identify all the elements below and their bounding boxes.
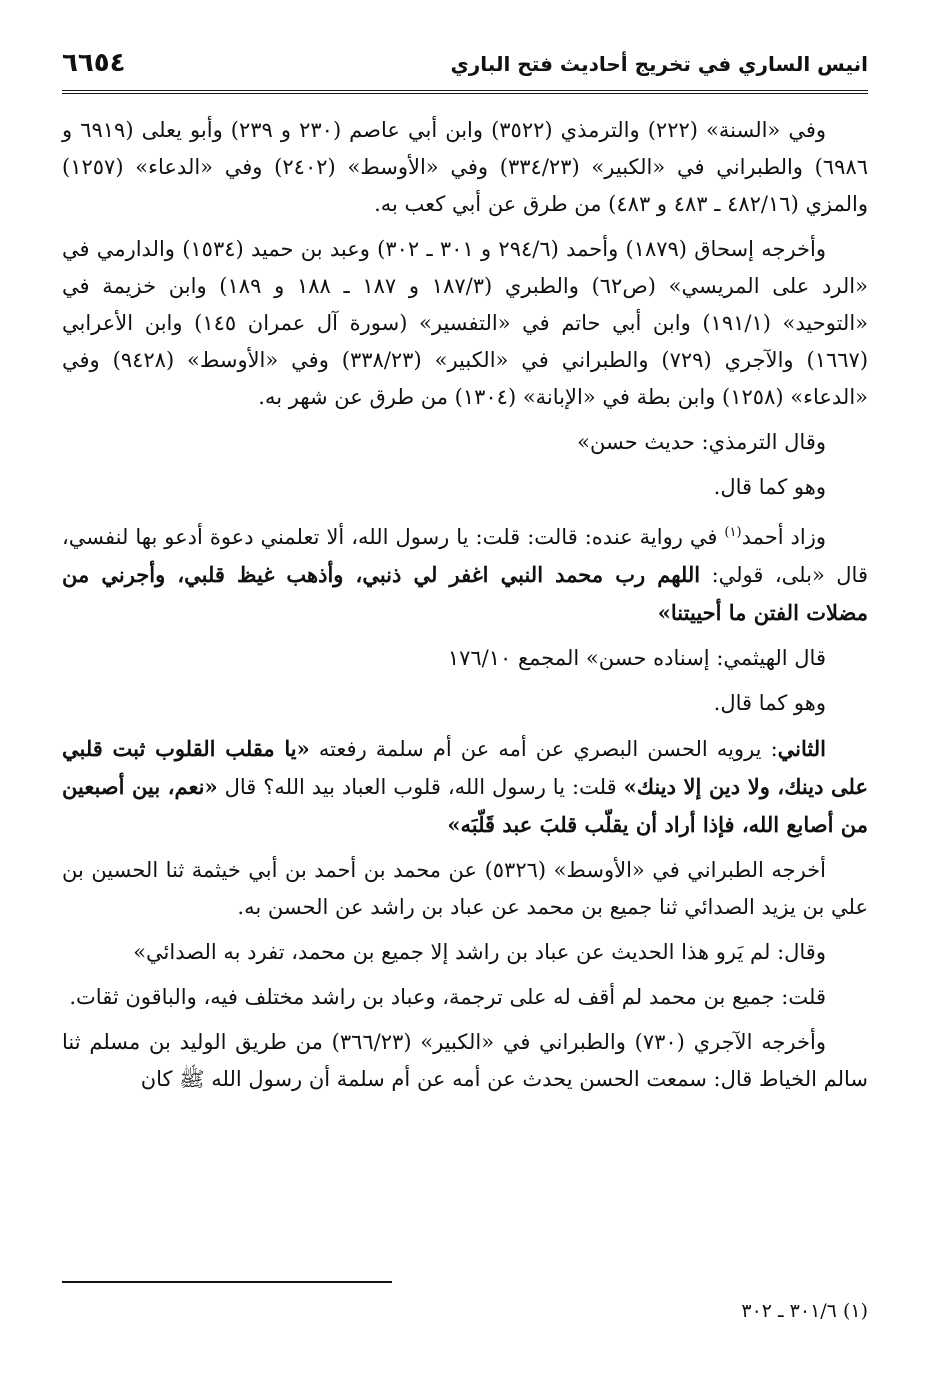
paragraph xyxy=(62,685,868,722)
footnote-text: ٣٠١/٦ ـ ٣٠٢ xyxy=(741,1300,837,1322)
paragraph xyxy=(62,979,868,1016)
footnote-divider xyxy=(62,1281,392,1283)
paragraph-text: وأخرجه الآجري (٧٣٠) والطبراني في «الكبير» (٣٦٦/٢٣) من طريق الوليد بن مسلم ثنا سالم الخياط قال: سمعت الحسن يحدث عن أمه عن أم سلمة أن رسول الله ﷺ كان xyxy=(62,1030,868,1091)
paragraph xyxy=(62,424,868,461)
page-body xyxy=(62,112,868,1098)
book-page xyxy=(62,48,869,1322)
section-lead: الثاني xyxy=(777,736,826,761)
paragraph xyxy=(62,640,868,677)
page-header xyxy=(62,48,868,94)
paragraph xyxy=(62,514,868,632)
paragraph xyxy=(62,469,868,506)
paragraph xyxy=(62,1024,868,1098)
paragraph-text: قلت: جميع بن محمد لم أقف له على ترجمة، وعباد بن راشد مختلف فيه، والباقون ثقات. xyxy=(69,985,826,1009)
paragraph-text: وهو كما قال. xyxy=(713,475,826,499)
paragraph-text: في رواية عنده: قالت: قلت: يا رسول الله، ألا تعلمني دعوة أدعو بها لنفسي، قال «بلى، قولي: xyxy=(62,525,868,587)
paragraph-text: وفي «السنة» (٢٢٢) والترمذي (٣٥٢٢) وابن أبي عاصم (٢٣٠ و ٢٣٩) وأبو يعلى (٦٩١٩ و ٦٩٨٦) والطبراني في «الكبير» (٣٣٤/٢٣) وفي «الأوسط» (٢٤٠٢) وفي «الدعاء» (١٢٥٧) والمزي (٤٨٢/١٦ ـ ٤٨٣ و ٤٨٣) من طرق عن أبي كعب به. xyxy=(62,118,869,216)
paragraph xyxy=(62,934,868,971)
page-number: ٦٦٥٤ xyxy=(62,48,126,78)
hadith-text: «نعم، بين أصبعين من أصابع الله، فإذا أراد أن يقلّب قلبَ عبد قَلّبَه» xyxy=(62,774,868,837)
paragraph-text: أخرجه الطبراني في «الأوسط» (٥٣٢٦) عن محمد بن أحمد بن أبي خيثمة ثنا الحسين بن علي بن يزيد الصدائي ثنا جميع بن محمد عن عباد بن راشد عن الحسن به. xyxy=(62,858,868,919)
paragraph-text: قال الهيثمي: إسناده حسن» المجمع ١٧٦/١٠ xyxy=(447,646,826,670)
paragraph xyxy=(62,730,868,844)
paragraph-text: وأخرجه إسحاق (١٨٧٩) وأحمد (٢٩٤/٦ و ٣٠١ ـ ٣٠٢) وعبد بن حميد (١٥٣٤) والدارمي في «الرد على المريسي» (ص٦٢) والطبري (١٨٧/٣ و ١٨٧ ـ ١٨٨ و ١٨٩) وابن خزيمة في «التوحيد» (١٩١/١) وابن أبي حاتم في «التفسير» (سورة آل عمران ١٤٥) وابن الأعرابي (١٦٦٧) والآجري (٧٢٩) والطبراني في «الكبير» (٣٣٨/٢٣) وفي «الأوسط» (٩٤٢٨) وفي «الدعاء» (١٢٥٨) وابن بطة في «الإبانة» (١٣٠٤) من طرق عن شهر به. xyxy=(62,237,869,409)
hadith-text: اللهم رب محمد النبي اغفر لي ذنبي، وأذهب غيظ قلبي، وأجرني من مضلات الفتن ما أحييتنا» xyxy=(62,562,868,625)
paragraph xyxy=(62,112,868,223)
paragraph xyxy=(62,852,868,926)
hadith-text: «يا مقلب القلوب ثبت قلبي على دينك، ولا دين إلا دينك» xyxy=(62,736,868,799)
paragraph-text: وقال: لم يَرو هذا الحديث عن عباد بن راشد إلا جميع بن محمد، تفرد به الصدائي» xyxy=(133,940,826,964)
footnote-marker: (١) xyxy=(842,1300,868,1322)
footnote-reference[interactable]: (١) xyxy=(724,525,742,540)
footnote xyxy=(741,1300,868,1322)
paragraph-text: وهو كما قال. xyxy=(713,691,826,715)
paragraph xyxy=(62,231,868,416)
paragraph-text: : يرويه الحسن البصري عن أمه عن أم سلمة رفعته xyxy=(309,737,778,761)
paragraph-lead: وزاد أحمد xyxy=(741,525,826,549)
running-title: انيس الساري في تخريج أحاديث فتح الباري xyxy=(450,52,868,76)
paragraph-text: وقال الترمذي: حديث حسن» xyxy=(577,430,826,454)
paragraph-text: قلت: يا رسول الله، قلوب العباد بيد الله؟ قال xyxy=(217,775,624,799)
